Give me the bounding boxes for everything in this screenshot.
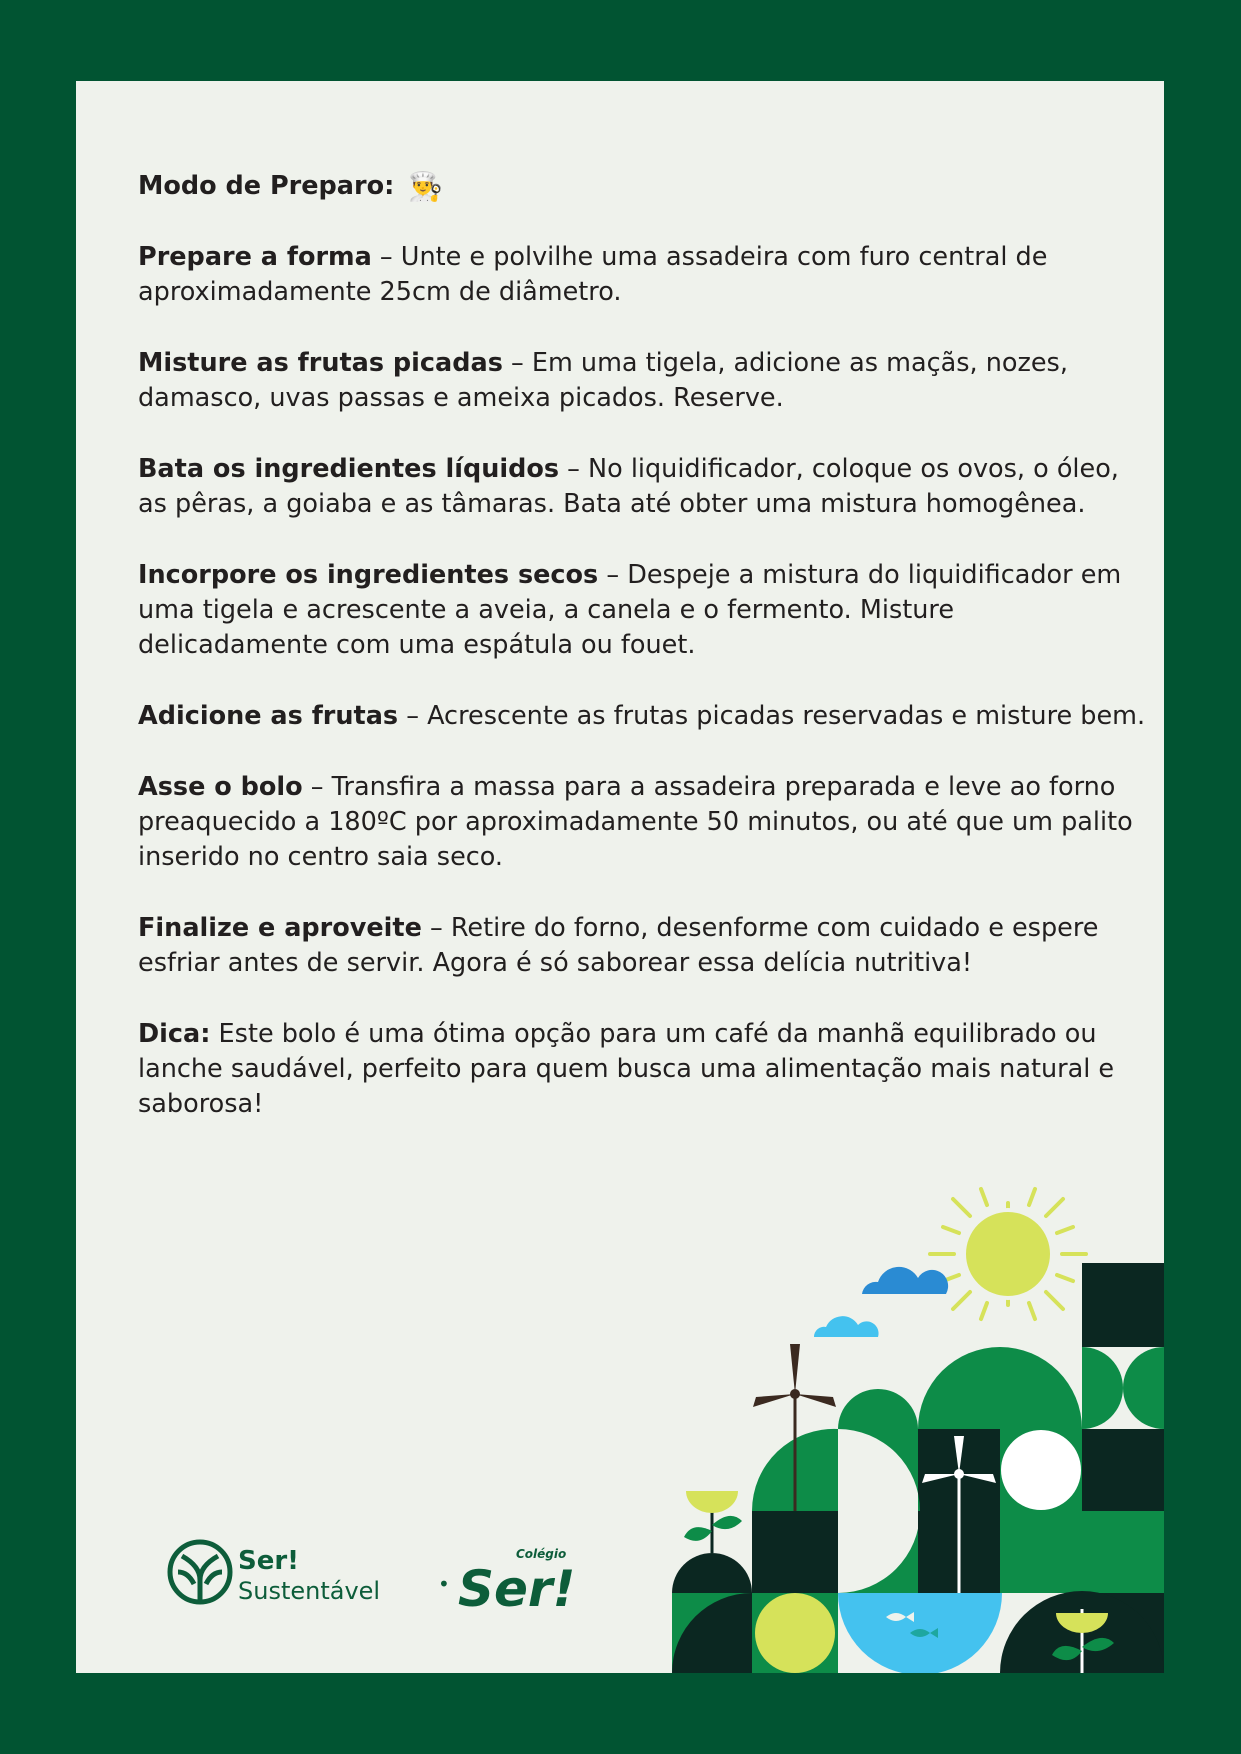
step-text: Transfira a massa para a assadeira preparada e leve ao forno preaquecido a 180ºC por aproximadamente 50 minutos, ou até que um palito inserido no centro saia seco.	[138, 772, 1133, 872]
step-label: Finalize e aproveite	[138, 913, 422, 943]
step-finish: Finalize e aproveite – Retire do forno, desenforme com cuidado e espere esfriar antes de servir. Agora é só saborear essa delícia nutritiva!	[138, 913, 1099, 978]
step-label: Adicione as frutas	[138, 701, 399, 731]
logo-separator: •	[438, 1572, 450, 1596]
step-label: Incorpore os ingredientes secos	[138, 560, 599, 590]
sprout-icon	[684, 1491, 742, 1553]
step-label: Prepare a forma	[138, 242, 372, 272]
colegio-ser-logo: Ser!	[458, 1560, 576, 1618]
step-prepare-pan: Prepare a forma – Unte e polvilhe uma assadeira com furo central de aproximadamente 25cm de diâmetro.	[138, 242, 1048, 307]
step-label: Asse o bolo	[138, 772, 303, 802]
colegio-text: Colégio	[516, 1547, 567, 1561]
ser-sustentavel-logo-icon	[170, 1542, 230, 1602]
step-text: Acrescente as frutas picadas reservadas e misture bem.	[427, 701, 1146, 731]
step-mix-fruits: Misture as frutas picadas – Em uma tigela, adicione as maçãs, nozes, damasco, uvas passas e ameixa picados. Reserve.	[138, 348, 1068, 413]
step-text: Em uma tigela, adicione as maçãs, nozes, damasco, uvas passas e ameixa picados. Reserve.	[138, 348, 1068, 413]
step-bake: Asse o bolo – Transfira a massa para a assadeira preparada e leve ao forno preaquecido a 180ºC por aproximadamente 50 minutos, ou até que um palito inserido no centro saia seco.	[138, 772, 1133, 872]
cloud-icon	[862, 1267, 948, 1294]
step-label: Misture as frutas picadas	[138, 348, 503, 378]
step-label: Bata os ingredientes líquidos	[138, 454, 560, 484]
step-blend-liquids: Bata os ingredientes líquidos – No liquidificador, coloque os ovos, o óleo, as pêras, a goiaba e as tâmaras. Bata até obter uma mistura homogênea.	[138, 454, 1119, 519]
footer-logos	[166, 1536, 626, 1626]
step-add-dry: Incorpore os ingredientes secos – Despeje a mistura do liquidificador em uma tigela e acrescente a aveia, a canela e o fermento. Misture delicadamente com uma espátula ou fouet.	[138, 560, 1122, 660]
brand-ser-text: Ser!	[238, 1546, 300, 1576]
sustainability-illustration	[76, 81, 1164, 1673]
brand-sustentavel-text: Sustentável	[238, 1577, 381, 1605]
cloud-icon	[814, 1316, 879, 1337]
step-text: No liquidificador, coloque os ovos, o óleo, as pêras, a goiaba e as tâmaras. Bata até obter uma mistura homogênea.	[138, 454, 1119, 519]
step-text: Unte e polvilhe uma assadeira com furo central de aproximadamente 25cm de diâmetro.	[138, 242, 1048, 307]
chef-icon: 👨‍🍳	[408, 170, 444, 203]
step-text: Despeje a mistura do liquidificador em uma tigela e acrescente a aveia, a canela e o fermento. Misture delicadamente com uma espátula ou fouet.	[138, 560, 1122, 660]
sun-icon	[930, 1189, 1086, 1319]
recipe-card	[76, 81, 1164, 1673]
heading-text: Modo de Preparo:	[138, 171, 395, 201]
tip-text: Este bolo é uma ótima opção para um café da manhã equilibrado ou lanche saudável, perfeito para quem busca uma alimentação mais natural e saborosa!	[138, 1019, 1115, 1119]
step-add-fruits: Adicione as frutas – Acrescente as frutas picadas reservadas e misture bem.	[138, 701, 1146, 731]
step-text: Retire do forno, desenforme com cuidado e espere esfriar antes de servir. Agora é só saborear essa delícia nutritiva!	[138, 913, 1099, 978]
tip-label: Dica:	[138, 1019, 211, 1049]
